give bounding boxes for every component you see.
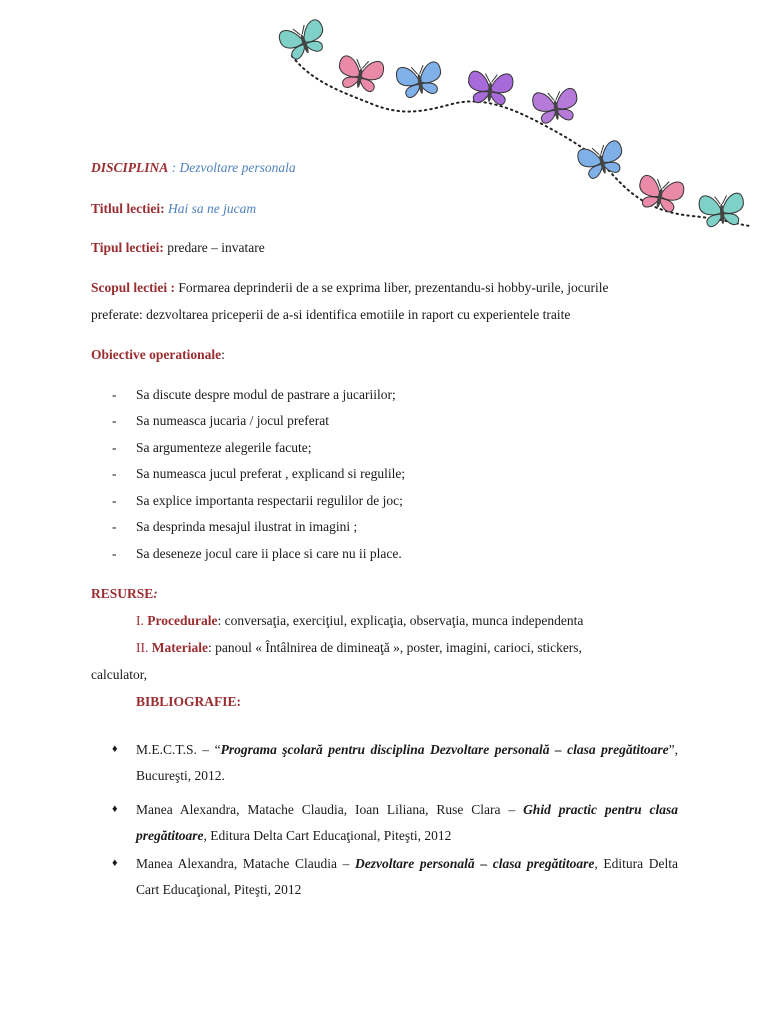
- list-dash: -: [112, 413, 117, 428]
- scop-text-line1: Formarea deprinderii de a se exprima liber, prezentandu-si hobby-urile, jocurile: [178, 280, 609, 295]
- bibliography-text: Manea Alexandra, Matache Claudia, Ioan Liliana, Ruse Clara – Ghid practic pentru clasa pregătitoare, Editura Delta Cart Educaţional, Piteşti, 2012: [136, 802, 679, 843]
- list-item: [112, 440, 312, 456]
- list-item-text: Sa numeasca jucaria / jocul preferat: [136, 413, 330, 428]
- butterfly-icon: [532, 88, 580, 125]
- list-item: [112, 466, 405, 482]
- procedurale-number: I.: [136, 613, 144, 628]
- scop-paragraph-line1: [91, 280, 677, 296]
- list-dash: -: [112, 519, 117, 534]
- list-item-text: Sa argumenteze alegerile facute;: [136, 440, 312, 455]
- diamond-bullet-icon: ♦: [112, 857, 118, 869]
- obiective-heading: [91, 347, 225, 363]
- list-item-text: Sa deseneze jocul care ii place si care nu ii place.: [136, 546, 402, 561]
- butterfly-border-decoration: [272, 12, 756, 232]
- titlu-value: Hai sa ne jucam: [168, 201, 257, 216]
- bibliography-title: Dezvoltare personală – clasa pregătitoare: [355, 856, 595, 871]
- butterfly-icon: [698, 193, 745, 228]
- resurse-colon: :: [153, 586, 158, 601]
- tipul-value: predare – invatare: [167, 240, 265, 255]
- materiale-number: II.: [136, 640, 149, 655]
- bibliografie-heading: BIBLIOGRAFIE:: [136, 694, 242, 709]
- list-item: [112, 387, 396, 403]
- butterfly-icon: [467, 71, 514, 106]
- list-dash: -: [112, 493, 117, 508]
- bibliography-text: Manea Alexandra, Matache Claudia – Dezvoltare personală – clasa pregătitoare, Editura Delta Cart Educaţional, Piteşti, 2012: [136, 856, 678, 897]
- resurse-materiale: [136, 640, 677, 656]
- list-dash: -: [112, 440, 117, 455]
- procedurale-value: : conversaţia, exerciţiul, explicaţia, observaţia, munca independenta: [217, 613, 584, 628]
- materiale-label: Materiale: [151, 640, 208, 655]
- resurse-procedurale: [136, 613, 583, 629]
- diamond-bullet-icon: ♦: [112, 743, 118, 755]
- disciplina-line: [91, 160, 296, 176]
- bibliography-title: Programa şcolară pentru disciplina Dezvoltare personală – clasa pregătitoare: [220, 742, 669, 757]
- bibliography-text: M.E.C.T.S. – “Programa şcolară pentru disciplina Dezvoltare personală – clasa pregătitoare”, Bucureşti, 2012.: [136, 742, 678, 783]
- tipul-label: Tipul lectiei:: [91, 240, 164, 255]
- list-item: [112, 519, 357, 535]
- list-item: [112, 413, 329, 429]
- obiective-label: Obiective operationale: [91, 347, 222, 362]
- titlu-line: [91, 201, 256, 217]
- list-dash: -: [112, 466, 117, 481]
- materiale-value-line2: calculator,: [91, 667, 148, 682]
- disciplina-separator: :: [168, 160, 180, 175]
- obiective-colon: :: [221, 347, 225, 362]
- disciplina-value: Dezvoltare personala: [179, 160, 296, 175]
- butterfly-icon: [336, 55, 385, 93]
- materiale-value: : panoul « Întâlnirea de dimineaţă », poster, imagini, carioci, stickers,: [207, 640, 582, 655]
- butterfly-icon: [635, 174, 685, 214]
- resurse-heading: [91, 586, 158, 602]
- resurse-label: RESURSE: [91, 586, 154, 601]
- bibliography-title: Ghid practic pentru clasa pregătitoare: [136, 802, 679, 843]
- procedurale-label: Procedurale: [147, 613, 218, 628]
- butterfly-icon: [395, 61, 444, 99]
- butterfly-icon: [277, 18, 329, 62]
- titlu-label: Titlul lectiei:: [91, 201, 165, 216]
- scop-label: Scopul lectiei :: [91, 280, 175, 295]
- tipul-line: [91, 240, 265, 256]
- list-dash: -: [112, 387, 117, 402]
- list-dash: -: [112, 546, 117, 561]
- butterfly-icon: [576, 139, 627, 181]
- scop-text-line2: preferate: dezvoltarea priceperii de a-si identifica emotiile in raport cu experientele traite: [91, 307, 571, 322]
- list-item-text: Sa discute despre modul de pastrare a jucariilor;: [136, 387, 396, 402]
- list-item: [112, 546, 402, 562]
- diamond-bullet-icon: ♦: [112, 803, 118, 815]
- list-item: [112, 493, 403, 509]
- list-item-text: Sa desprinda mesajul ilustrat in imagini ;: [136, 519, 358, 534]
- list-item-text: Sa numeasca jucul preferat , explicand si regulile;: [136, 466, 406, 481]
- disciplina-label: DISCIPLINA: [91, 160, 169, 175]
- list-item-text: Sa explice importanta respectarii regulilor de joc;: [136, 493, 403, 508]
